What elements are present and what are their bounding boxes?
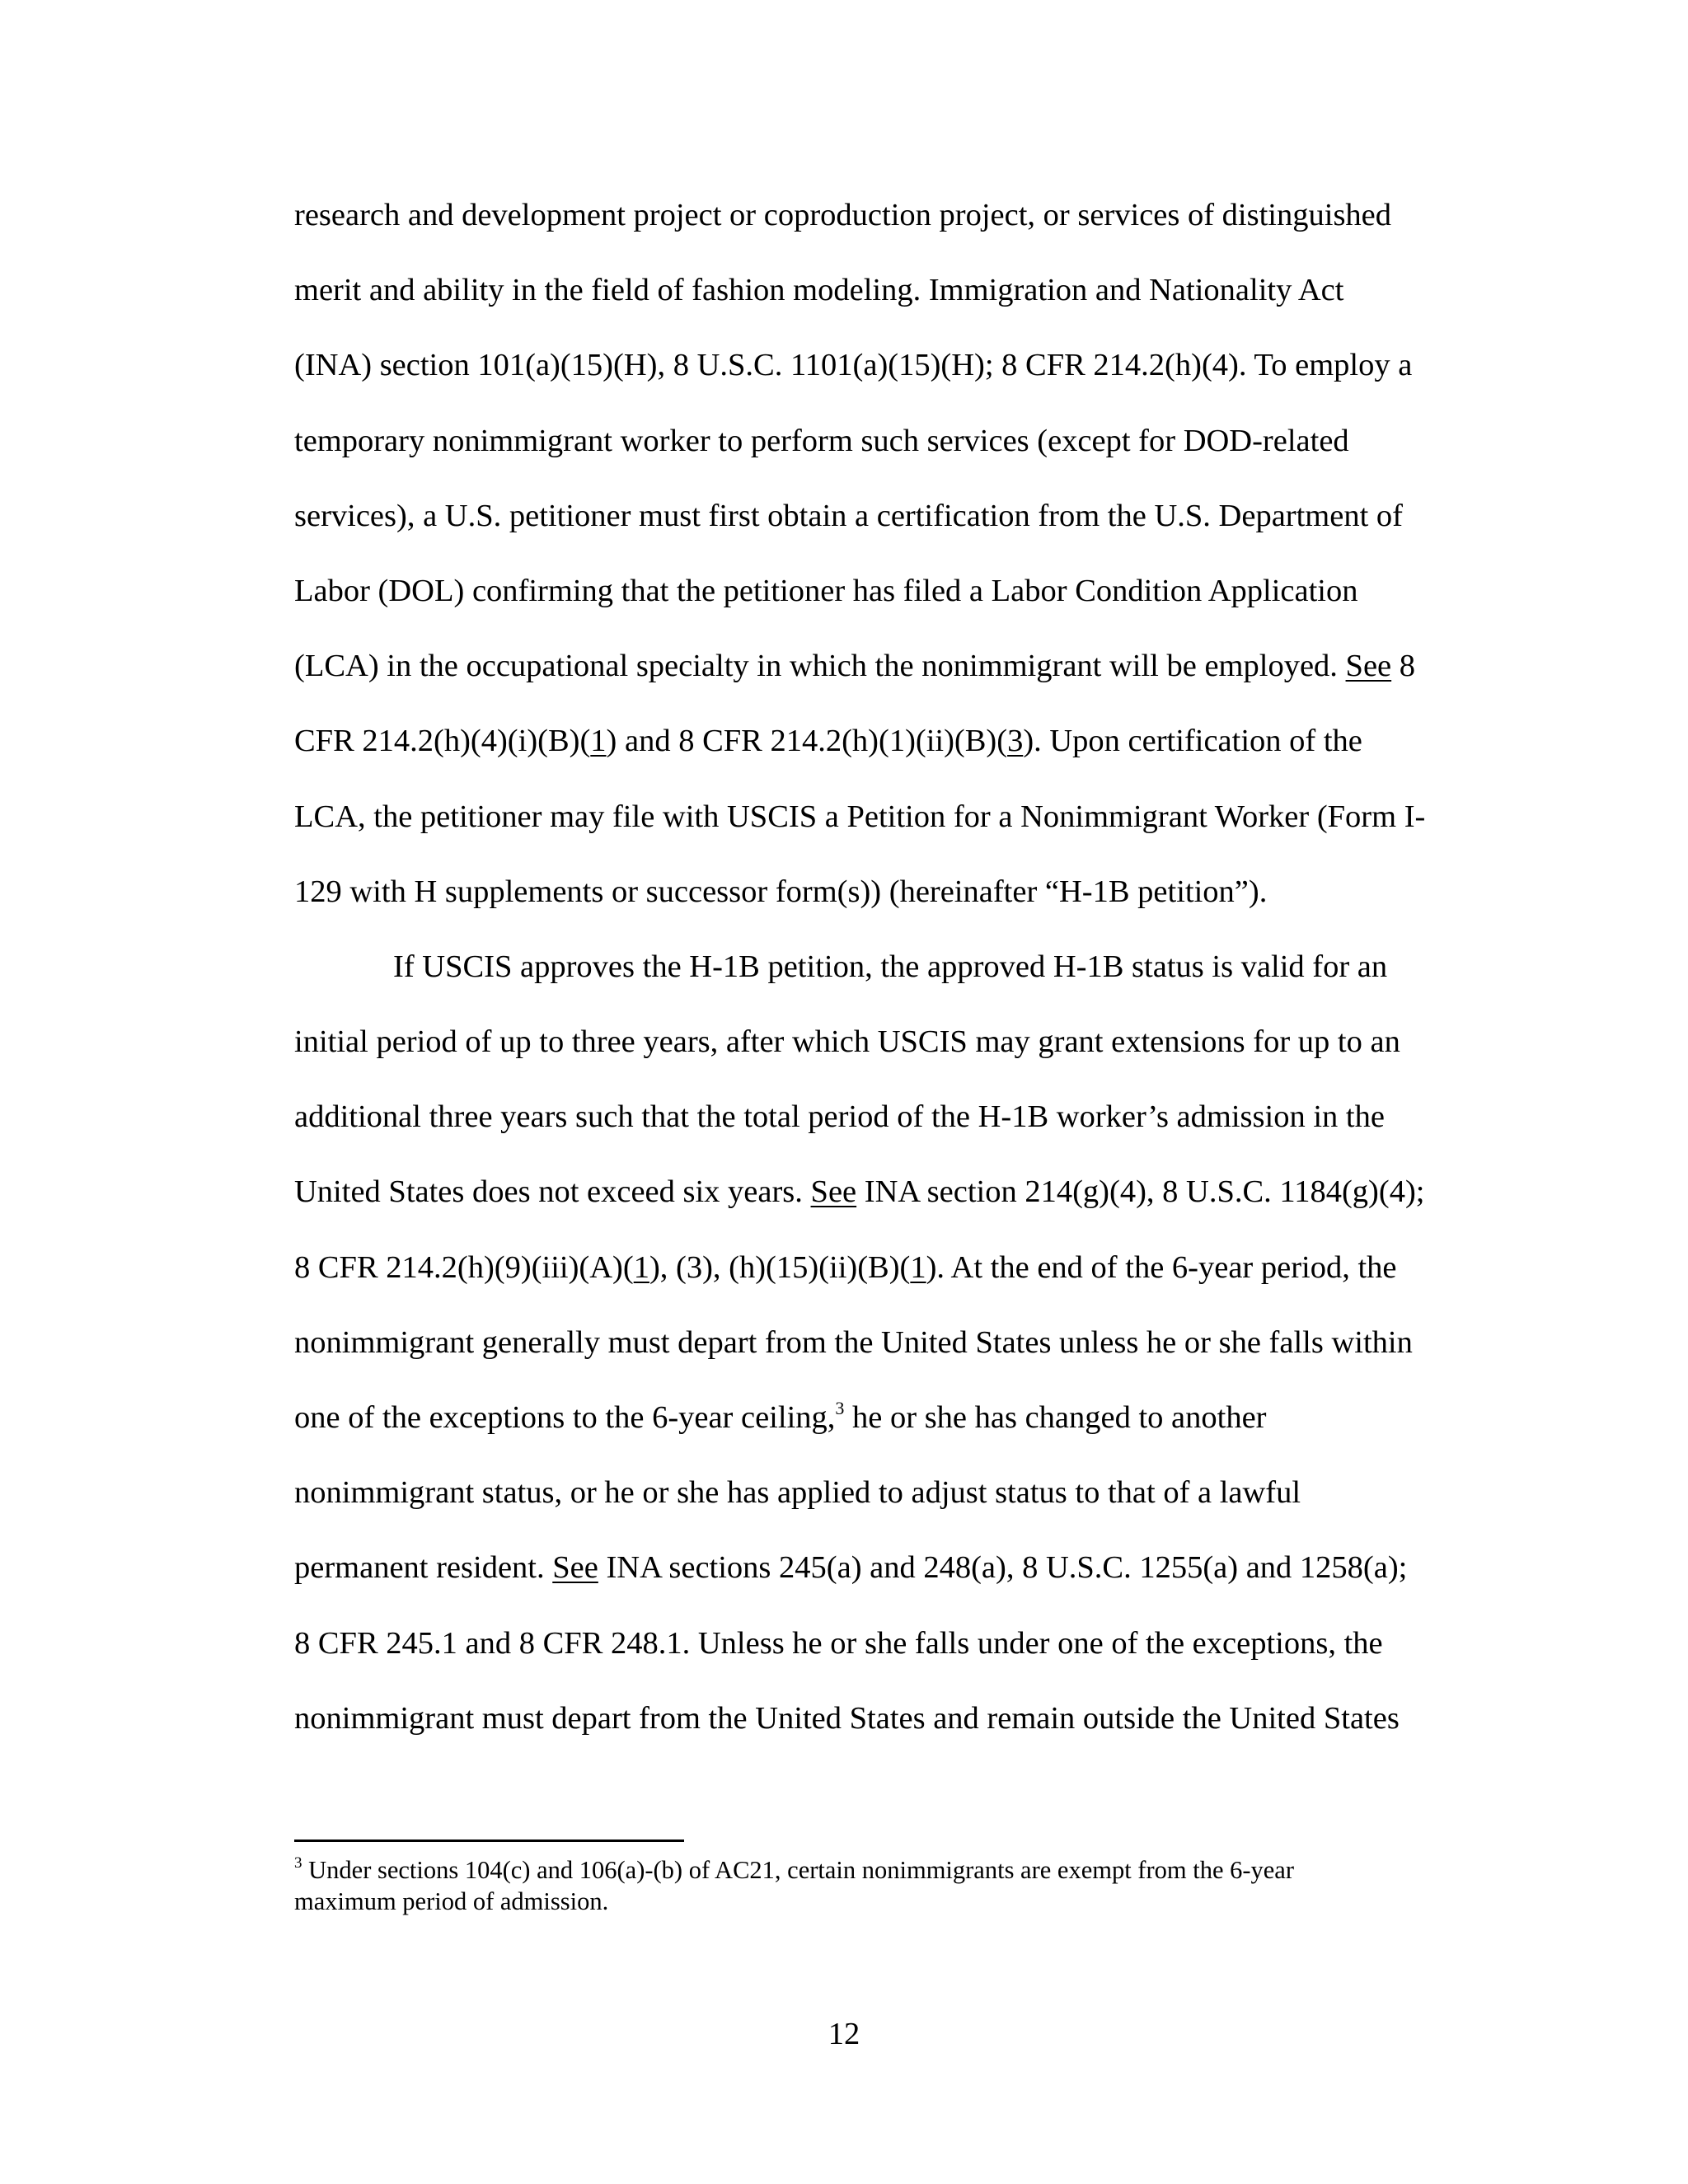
text-line [294,1320,1481,1395]
text-segment: initial period of up to three years, after which USCIS may grant extensions for up to an [294,1024,1400,1060]
text-segment: 8 CFR 214.2(h)(9)(iii)(A)( [294,1249,634,1285]
underlined-text: 1 [590,724,607,759]
footnote-text-1: Under sections 104(c) and 106(a)-(b) of AC21, certain nonimmigrants are exempt from the 6-year [302,1856,1294,1884]
text-line [294,944,1481,1019]
text-line [294,268,1481,343]
text-line [294,1395,1481,1470]
text-line [294,1696,1481,1771]
text-segment: nonimmigrant must depart from the United States and remain outside the United States [294,1700,1400,1736]
text-segment: ). Upon certification of the [1023,724,1362,759]
underlined-text: See [552,1550,598,1586]
text-segment: If USCIS approves the H-1B petition, the approved H-1B status is valid for an [393,949,1388,984]
text-segment: ) and 8 CFR 214.2(h)(1)(ii)(B)( [606,724,1008,759]
text-segment: nonimmigrant status, or he or she has applied to adjust status to that of a lawful [294,1475,1301,1511]
text-segment: CFR 214.2(h)(4)(i)(B)( [294,724,591,759]
text-line [294,1470,1481,1545]
text-line [294,1169,1481,1244]
text-segment: United States does not exceed six years. [294,1174,811,1210]
body-text [294,193,1481,1771]
text-line [294,419,1481,494]
text-line [294,193,1481,268]
text-segment: research and development project or coproduction project, or services of distinguished [294,198,1392,232]
footnote-separator [294,1840,684,1842]
text-segment: services), a U.S. petitioner must first obtain a certification from the U.S. Department of [294,498,1403,533]
text-segment: permanent resident. [294,1550,553,1586]
text-line [294,494,1481,569]
text-segment: (LCA) in the occupational specialty in which the nonimmigrant will be employed. [294,649,1346,684]
underlined-text: 1 [910,1249,926,1285]
footnote-reference: 3 [835,1398,845,1418]
text-segment: INA sections 245(a) and 248(a), 8 U.S.C. 1255(a) and 1258(a); [598,1550,1408,1586]
text-segment: merit and ability in the field of fashion modeling. Immigration and Nationality Act [294,273,1344,308]
text-segment: 8 [1391,649,1416,684]
text-line [294,719,1481,794]
text-line [294,1094,1481,1169]
page-number: 12 [828,2017,860,2051]
text-line [294,644,1481,719]
text-segment: additional three years such that the total period of the H-1B worker’s admission in the [294,1099,1385,1135]
footnote-line [294,1886,1481,1917]
text-segment: ). At the end of the 6-year period, the [926,1249,1397,1285]
text-segment: 8 CFR 245.1 and 8 CFR 248.1. Unless he or she falls under one of the exceptions, the [294,1625,1383,1661]
underlined-text: See [1345,649,1392,684]
footnote [294,1854,1481,1917]
text-line [294,794,1481,869]
text-line [294,1245,1481,1320]
text-line [294,343,1481,418]
text-line [294,1621,1481,1696]
text-segment: LCA, the petitioner may file with USCIS a Petition for a Nonimmigrant Worker (Form I- [294,799,1426,834]
underlined-text: See [810,1174,857,1210]
footnote-text-2: maximum period of admission. [294,1887,609,1915]
text-segment: (INA) section 101(a)(15)(H), 8 U.S.C. 1101(a)(15)(H); 8 CFR 214.2(h)(4). To employ a [294,348,1413,383]
text-segment: temporary nonimmigrant worker to perform such services (except for DOD-related [294,423,1349,458]
text-line [294,569,1481,644]
text-line [294,1019,1481,1094]
text-segment: one of the exceptions to the 6-year ceiling, [294,1400,836,1435]
footnote-line [294,1854,1481,1886]
text-line [294,869,1481,944]
underlined-text: 3 [1007,724,1024,759]
underlined-text: 1 [633,1249,649,1285]
text-segment: ), (3), (h)(15)(ii)(B)( [649,1249,911,1285]
footnote-mark: 3 [294,1854,302,1872]
text-segment: Labor (DOL) confirming that the petitioner has filed a Labor Condition Application [294,573,1358,608]
text-segment: 129 with H supplements or successor form(s)) (hereinafter “H-1B petition”). [294,874,1268,909]
text-segment: he or she has changed to another [844,1400,1267,1435]
text-segment: nonimmigrant generally must depart from the United States unless he or she falls within [294,1324,1413,1360]
text-line [294,1545,1481,1620]
text-segment: INA section 214(g)(4), 8 U.S.C. 1184(g)(4); [856,1174,1425,1210]
